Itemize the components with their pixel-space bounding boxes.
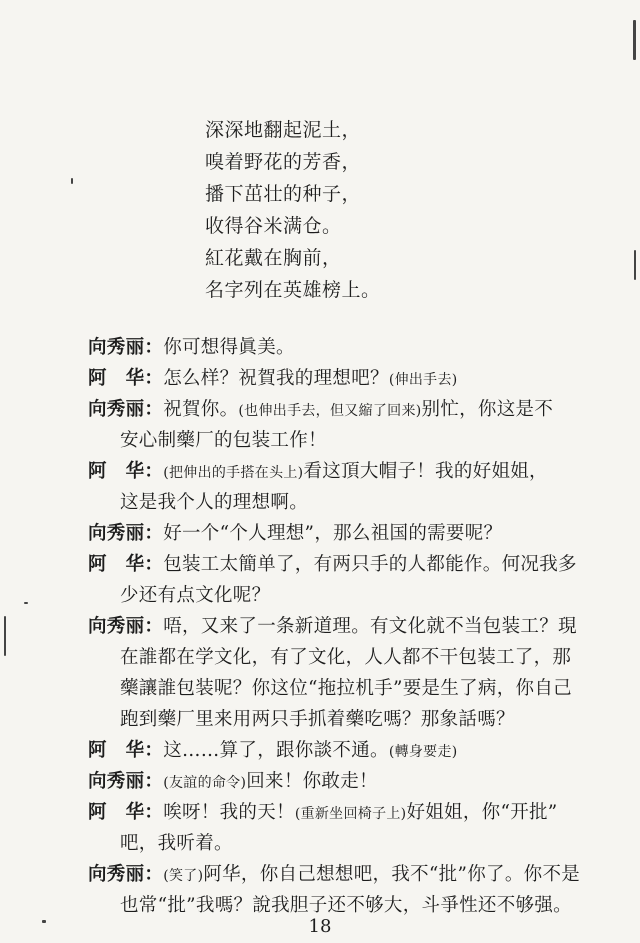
dialogue-text: 好一个“个人理想”，那么祖国的需要呢？: [163, 523, 503, 544]
poem-line: 名字列在英雄榜上。: [205, 279, 381, 301]
dialogue-entry: [88, 549, 618, 611]
scan-speck: [24, 602, 28, 604]
speaker-name: 向秀丽：: [88, 864, 164, 885]
dialogue-entry: [88, 394, 618, 456]
dialogue-text: 在誰都在学文化，有了文化，人人都不干包装工了，那: [120, 647, 572, 668]
poem-line: 深深地翻起泥土，: [205, 119, 362, 141]
speaker-name: 阿 华：: [88, 740, 164, 761]
speaker-name: 阿 华：: [88, 554, 164, 575]
dialogue-text: 回来！你敢走！: [246, 771, 378, 792]
stage-direction: (笑了): [163, 868, 204, 884]
scan-speck: [4, 616, 6, 656]
dialogue-line: [88, 580, 618, 611]
dialogue-line: [88, 859, 618, 890]
dialogue-line: [88, 518, 618, 549]
dialogue-line: [88, 549, 618, 580]
dialogue-text: 包装工太簡单了，有两只手的人都能作。何况我多: [163, 554, 577, 575]
dialogue-block: [88, 332, 618, 921]
dialogue-entry: [88, 797, 618, 859]
dialogue-line: [88, 642, 618, 673]
dialogue-text: 跑到藥厂里来用两只手抓着藥吃嗎？那象話嗎？: [120, 709, 515, 730]
speaker-name: 向秀丽：: [88, 399, 164, 420]
dialogue-text: 这是我个人的理想啊。: [120, 492, 309, 513]
speaker-name: 向秀丽：: [88, 616, 164, 637]
dialogue-line: [88, 797, 618, 828]
dialogue-text: 看这頂大帽子！我的好姐姐，: [303, 461, 548, 482]
dialogue-line: [88, 735, 618, 766]
dialogue-entry: [88, 859, 618, 921]
dialogue-entry: [88, 456, 618, 518]
scan-speck: [633, 20, 636, 60]
dialogue-entry: [88, 363, 618, 394]
dialogue-line: [88, 425, 618, 456]
dialogue-text: 藥讓誰包装呢？你这位“拖拉机手”要是生了病，你自己: [120, 678, 572, 699]
poem-verse: [205, 114, 381, 306]
dialogue-line: [88, 363, 618, 394]
dialogue-line: [88, 487, 618, 518]
scan-speck: [634, 250, 636, 280]
dialogue-text: 你可想得眞美。: [163, 337, 295, 358]
dialogue-entry: [88, 518, 618, 549]
speaker-name: 阿 华：: [88, 461, 164, 482]
dialogue-entry: [88, 332, 618, 363]
page-number: 18: [308, 916, 332, 937]
dialogue-line: [88, 673, 618, 704]
speaker-name: 向秀丽：: [88, 771, 164, 792]
stage-direction: (把伸出的手搭在头上): [163, 465, 304, 481]
scan-speck: [42, 920, 46, 923]
dialogue-line: [88, 766, 618, 797]
stage-direction: (伸出手去): [388, 372, 458, 388]
dialogue-line: [88, 456, 618, 487]
poem-line: 紅花戴在胸前，: [205, 247, 342, 269]
poem-line: 嗅着野花的芳香，: [205, 151, 362, 173]
dialogue-text: 唔，又来了一条新道理。有文化就不当包装工？現: [163, 616, 577, 637]
dialogue-line: [88, 394, 618, 425]
speaker-name: 阿 华：: [88, 802, 164, 823]
dialogue-text: 也常“批”我嗎？說我胆子还不够大，斗爭性还不够强。: [120, 895, 572, 916]
dialogue-text: 少还有点文化呢？: [120, 585, 271, 606]
speaker-name: 阿 华：: [88, 368, 164, 389]
stage-direction: (重新坐回椅子上): [294, 806, 407, 822]
dialogue-text: 祝賀你。: [163, 399, 239, 420]
dialogue-text: 唉呀！我的天！: [163, 802, 295, 823]
dialogue-line: [88, 828, 618, 859]
dialogue-entry: [88, 611, 618, 735]
stage-direction: (友誼的命令): [163, 775, 247, 791]
dialogue-text: 安心制藥厂的包装工作！: [120, 430, 327, 451]
dialogue-text: 阿华，你自己想想吧，我不“批”你了。你不是: [203, 864, 581, 885]
speaker-name: 向秀丽：: [88, 337, 164, 358]
dialogue-text: 好姐姐，你“开批”: [406, 802, 558, 823]
dialogue-line: [88, 611, 618, 642]
dialogue-entry: [88, 766, 618, 797]
dialogue-text: 怎么样？祝賀我的理想吧？: [163, 368, 389, 389]
dialogue-line: [88, 332, 618, 363]
poem-line: 收得谷米满仓。: [205, 215, 342, 237]
dialogue-text: 别忙，你这是不: [421, 399, 554, 420]
poem-line: 播下茁壮的种子，: [205, 183, 362, 205]
scan-speck: [71, 178, 73, 184]
speaker-name: 向秀丽：: [88, 523, 164, 544]
dialogue-text: 吧，我听着。: [120, 833, 233, 854]
stage-direction: (也伸出手去，但又縮了回来): [238, 403, 422, 419]
dialogue-entry: [88, 735, 618, 766]
dialogue-text: 这……算了，跟你談不通。: [163, 740, 389, 761]
dialogue-line: [88, 704, 618, 735]
stage-direction: (轉身要走): [388, 744, 458, 760]
